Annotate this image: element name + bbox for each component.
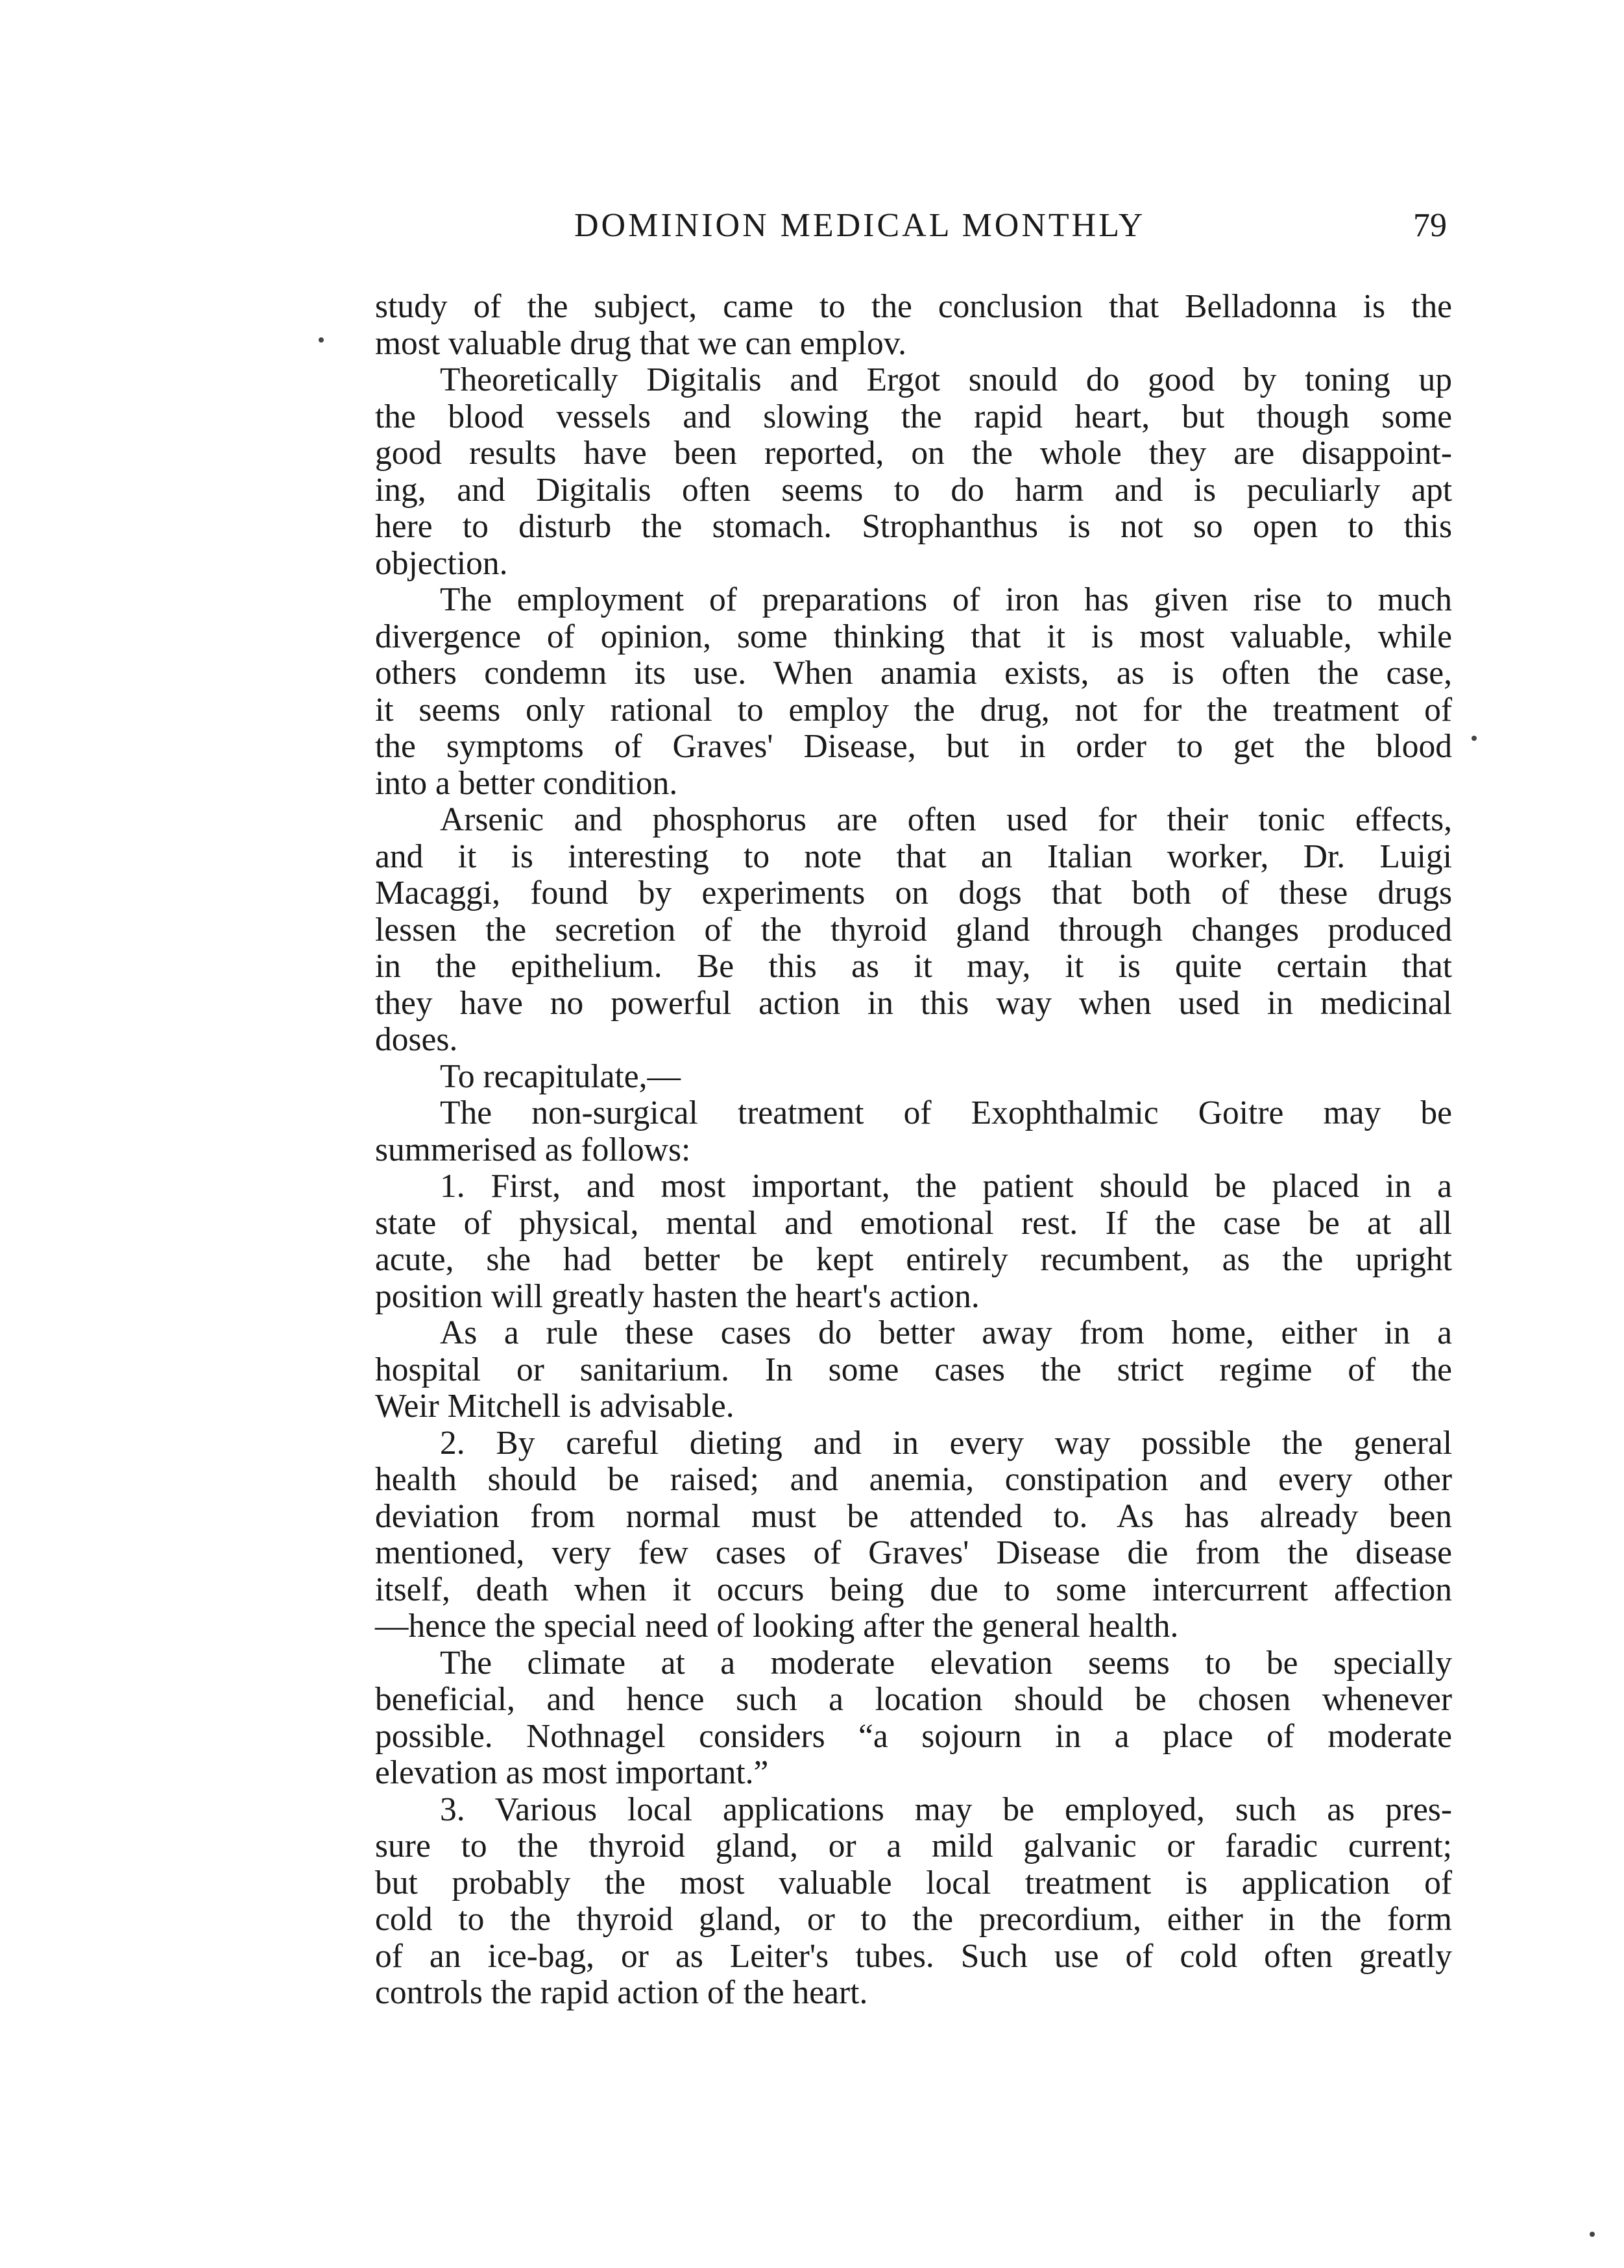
text-line: acute, she had better be kept entirely recumbent, as the upright (375, 1241, 1452, 1278)
text-line: but probably the most valuable local treatment is application of (375, 1864, 1452, 1901)
text-line: sure to the thyroid gland, or a mild galvanic or faradic current; (375, 1828, 1452, 1864)
text-line: itself, death when it occurs being due to some intercurrent affection (375, 1571, 1452, 1608)
scan-speck (1472, 736, 1477, 741)
text-line: elevation as most important.” (375, 1754, 769, 1791)
running-head (376, 206, 1447, 258)
text-line: in the epithelium. Be this as it may, it is quite certain that (375, 948, 1452, 985)
text-line: state of physical, mental and emotional rest. If the case be at all (375, 1204, 1452, 1242)
text-line: study of the subject, came to the conclusion that Belladonna is the (375, 288, 1452, 325)
text-line: it seems only rational to employ the drug, not for the treatment of (375, 691, 1452, 729)
text-line: Weir Mitchell is advisable. (375, 1388, 734, 1425)
text-line: Macaggi, found by experiments on dogs that both of these drugs (375, 875, 1452, 911)
text-line: mentioned, very few cases of Graves' Disease die from the disease (375, 1534, 1452, 1571)
running-title: DOMINION MEDICAL MONTHLY (574, 207, 1146, 244)
text-line: objection. (375, 544, 508, 582)
paragraph-start-line: The climate at a moderate elevation seems to be specially (440, 1644, 1452, 1682)
text-line: the blood vessels and slowing the rapid heart, but though some (375, 398, 1452, 435)
body-text (375, 289, 1452, 2012)
paragraph-start-line: Arsenic and phosphorus are often used for their tonic effects, (440, 801, 1452, 838)
text-line: the symptoms of Graves' Disease, but in order to get the blood (375, 728, 1452, 765)
paragraph-start-line: The employment of preparations of iron has given rise to much (440, 581, 1452, 618)
text-line: divergence of opinion, some thinking that it is most valuable, while (375, 618, 1452, 655)
paragraph-start-line: The non-surgical treatment of Exophthalmic Goitre may be (440, 1094, 1452, 1131)
text-line: beneficial, and hence such a location should be chosen whenever (375, 1681, 1452, 1718)
text-line: controls the rapid action of the heart. (375, 1974, 868, 2011)
text-line: lessen the secretion of the thyroid gland through changes produced (375, 911, 1452, 948)
text-line: cold to the thyroid gland, or to the precordium, either in the form (375, 1901, 1452, 1938)
text-line: hospital or sanitarium. In some cases the strict regime of the (375, 1351, 1452, 1388)
text-line: and it is interesting to note that an Italian worker, Dr. Luigi (375, 838, 1452, 875)
paragraph-start-line: To recapitulate,— (440, 1057, 681, 1095)
paragraph-start-line: As a rule these cases do better away from home, either in a (440, 1314, 1452, 1351)
text-line: health should be raised; and anemia, constipation and every other (375, 1461, 1452, 1498)
text-line: position will greatly hasten the heart's action. (375, 1277, 980, 1315)
scan-speck (319, 337, 324, 343)
text-line: summerised as follows: (375, 1131, 691, 1168)
text-line: deviation from normal must be attended to. As has already been (375, 1497, 1452, 1535)
text-line: —hence the special need of looking after the general health. (375, 1608, 1179, 1645)
list-item-start-line: 1. First, and most important, the patient should be placed in a (440, 1168, 1452, 1205)
list-item-start-line: 3. Various local applications may be employed, such as pres- (440, 1791, 1452, 1828)
text-line: others condemn its use. When anamia exists, as is often the case, (375, 655, 1452, 692)
text-line: doses. (375, 1021, 458, 1058)
text-line: possible. Nothnagel considers “a sojourn in a place of moderate (375, 1717, 1452, 1755)
text-line: ing, and Digitalis often seems to do harm and is peculiarly apt (375, 471, 1452, 509)
paragraph-start-line: Theoretically Digitalis and Ergot snould do good by toning up (440, 361, 1452, 398)
text-line: they have no powerful action in this way when used in medicinal (375, 984, 1452, 1022)
text-line: of an ice-bag, or as Leiter's tubes. Such use of cold often greatly (375, 1937, 1452, 1975)
text-line: into a better condition. (375, 764, 678, 802)
text-line: most valuable drug that we can emplov. (375, 324, 906, 362)
list-item-start-line: 2. By careful dieting and in every way possible the general (440, 1424, 1452, 1462)
page-number: 79 (1413, 207, 1447, 244)
scan-speck (1590, 2232, 1595, 2237)
text-line: here to disturb the stomach. Strophanthus is not so open to this (375, 508, 1452, 545)
text-line: good results have been reported, on the whole they are disappoint- (375, 435, 1452, 472)
